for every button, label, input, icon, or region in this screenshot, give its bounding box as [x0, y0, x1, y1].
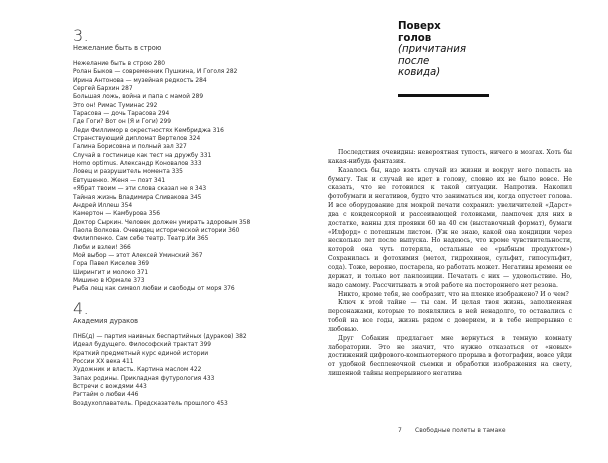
- heading-subtitle-line: после: [398, 55, 430, 67]
- toc-entry: «Ябрат твоим — эти слова сказал не я 343: [73, 186, 207, 193]
- chapter-heading: [398, 21, 466, 79]
- toc-entry: Краткий предметный курс единой истории: [73, 350, 209, 357]
- paragraph: Последствия очевидны: невероятная тупость, ничего в мозгах. Хоть бы какая-нибудь фантазия.: [328, 149, 572, 165]
- toc-entry: Леди Филлимор в окрестностях Кембриджа 316: [73, 127, 224, 134]
- toc-entry: Галина Борисовна и полный зал 327: [73, 144, 187, 151]
- section-number: 3.: [73, 26, 90, 45]
- toc-entry: Странствующий дипломат Вертелов 324: [73, 136, 201, 143]
- heading-subtitle-line: ковида): [398, 67, 441, 78]
- toc-entry: Доктор Сыркин. Человек должен умирать здоровым 358: [73, 219, 251, 226]
- toc-entry: Запах родины. Прикладная футурология 433: [73, 375, 215, 382]
- toc-entry: Нежелание быть в строю 280: [73, 61, 166, 67]
- toc-list: [73, 60, 250, 294]
- toc-entry: Ролан Быков — современник Пушкина, И Гоголя 282: [73, 69, 238, 76]
- section-title: Нежелание быть в строю: [73, 44, 162, 52]
- body-text: [328, 149, 572, 379]
- toc-entry: Ширингит и молоко 371: [73, 269, 149, 276]
- toc-entry: Гора Павел Киселев 369: [73, 261, 150, 268]
- section-title: Академия дураков: [73, 317, 139, 325]
- toc-entry: Ловец и разрушитель момента 335: [73, 169, 183, 176]
- toc-entry: Сергей Бархин 287: [73, 86, 133, 93]
- paragraph: Никто, кроме тебя, не сообразит, что на пленке изображено? И о чем?: [338, 290, 569, 298]
- toc-entry: Евтушенко. Женя — поэт 341: [73, 177, 166, 184]
- toc-entry: Homo optimus. Александр Коновалов 333: [73, 161, 202, 168]
- toc-entry: Случай в гостинице как тест на дружбу 331: [73, 152, 212, 159]
- heading-line: голов: [398, 32, 432, 44]
- toc-entry: Люби и взлеи! 366: [73, 244, 131, 251]
- toc-entry: Камертон — Камбурова 356: [73, 211, 161, 218]
- paragraph: Ключ к этой тайне — ты сам. И целая твоя жизнь, заполненная персонажами, которые то появлялись в ней ненадолго, то оставались с тобой на все годы, жизнь рядом с доверием, и в тебе непрерывно с любовью.: [328, 299, 572, 333]
- toc-entry: Мишино в Юрмале 373: [73, 277, 145, 284]
- paragraph: Казалось бы, надо взять случай из жизни и вокруг него попасть на бумагу. Так и случай не идет в голову, словно их не было вовсе. Не сказать, что не готовился к такой ситуации. Напротив. Накопил фотобумаги и негативов, будто что заниматься им, когда опустеет голова. И все оборудование для мокрой печати сохранил: увеличителей «Дарст» два с конденсорной и рассеивающей головками, лампочек для них в достатке, ванны для проявки 60 на 40 см (выставочный формат), бумаги «Илфорд» с потешным листом. (Уж не знаю, какой она кондиции через несколько лет после выпуска. Но надеюсь, что кроме чувствительности, которой она чуть потеряла, остальные ее «рыбным продуктом») Сохранилась и фотохимия (метол, гидрохинон, сульфит, гипосульфит, сода). Тоже, верояно, постарела, но работать может. Негативы времени ее держат, и только вот ланлозиции. Печатать с них — удовольствие. Но, надо самому. Рассчитывать в этой работе на постороннего нет резона.: [328, 166, 572, 289]
- toc-entry: Ирина Антонова — музейная редкость 284: [73, 77, 207, 84]
- toc-entry: Мой выбор — этот Алексей Уминский 367: [73, 252, 203, 259]
- toc-entry: Андрей Иллеш 354: [73, 202, 133, 209]
- page-number: 7: [398, 427, 402, 434]
- toc-entry: Большая ложь, война и папа с мамой 289: [73, 94, 204, 101]
- section-number: 4.: [73, 299, 90, 318]
- toc-entry: Идеал будущего. Философский трактат 399: [73, 342, 212, 349]
- toc-list: [73, 333, 247, 408]
- toc-entry: Филиппенко. Сам себе театр. Театр.Ии 365: [73, 236, 209, 243]
- toc-entry: Воздухоплаватель. Предсказатель прошлого 453: [73, 400, 228, 407]
- toc-entry: Паола Волкова. Очевидец исторической истории 360: [73, 227, 240, 234]
- toc-entry: Тайная жизнь Владимира Сливакова 345: [73, 194, 202, 201]
- toc-entry: России XX века 411: [73, 359, 134, 366]
- toc-entry: Это он! Римас Туминас 292: [73, 102, 158, 109]
- running-title: Свободные полеты в тамаке: [415, 427, 506, 434]
- toc-entry: Тарасова — дочь Тарасова 294: [73, 111, 170, 118]
- toc-entry: Художник и власть. Картина маслом 422: [73, 367, 202, 374]
- toc-entry: ПНБ(д) — партия наивных беспартийных (дураков) 382: [73, 334, 247, 340]
- heading-rule: [398, 94, 489, 97]
- toc-entry: Встречи с вождями 443: [73, 384, 147, 391]
- toc-entry: Рыба лещ как символ любви и свободы от моря 376: [73, 286, 235, 293]
- toc-entry: Рэгтайм о любви 446: [73, 392, 139, 399]
- heading-line: Поверх: [398, 21, 441, 32]
- toc-entry: Где Гоги? Вот он (Я и Гоги) 299: [73, 119, 172, 126]
- heading-subtitle-line: (причитания: [398, 44, 466, 55]
- paragraph: Друг Собакин предлагает мне вернуться в темную комнату лаборатории. Это не значит, что нужно отказаться от «новых» достижений цифрового-компьютерного прорыва в фотографии, вовсе уйди от удобной беспленочной съемки и обработки изображения на свету, лишенной тайны непрерывного негатива: [328, 334, 572, 378]
